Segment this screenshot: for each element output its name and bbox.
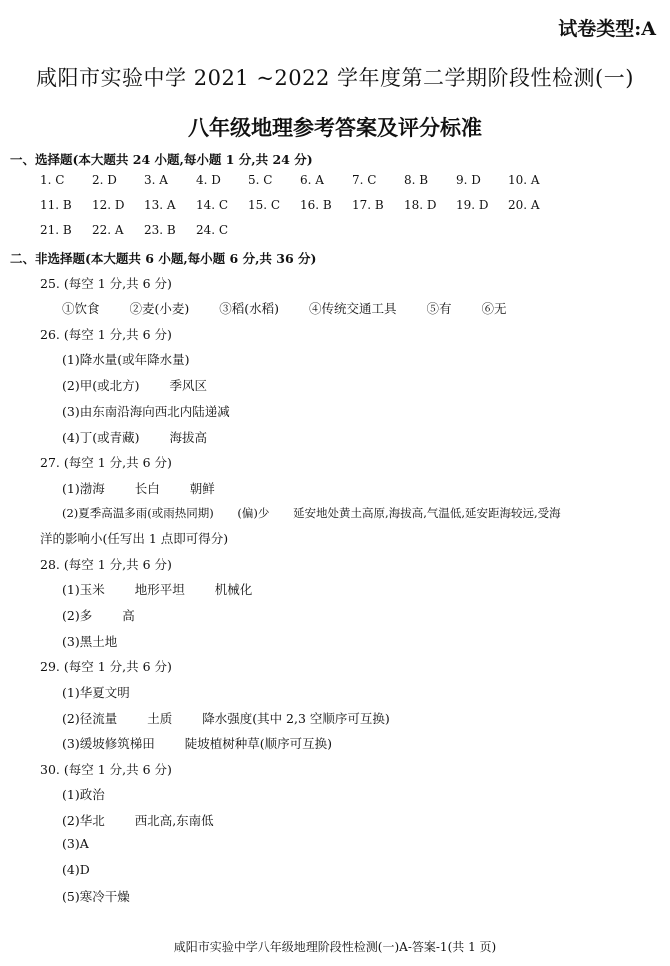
answer-text: (2)多	[62, 608, 93, 623]
q26-line-2	[62, 376, 207, 394]
q25-label: 25. (每空 1 分,共 6 分)	[40, 276, 172, 291]
q28-line-2	[62, 606, 135, 624]
answer-text: 长白	[134, 481, 160, 496]
answer-text: (2)径流量	[62, 711, 118, 726]
q25-answer-5: ⑤有	[426, 301, 452, 316]
choice-answer: 12. D	[92, 198, 125, 212]
answer-text: (1)政治	[62, 787, 105, 802]
answer-text: (5)寒冷干燥	[62, 889, 130, 904]
choice-answer: 9. D	[456, 173, 481, 187]
q28-label: 28. (每空 1 分,共 6 分)	[40, 557, 172, 572]
section2-heading: 二、非选择题(本大题共 6 小题,每小题 6 分,共 36 分)	[10, 251, 317, 266]
answer-text: (1)玉米	[62, 582, 105, 597]
choice-answer: 8. B	[404, 173, 429, 187]
answer-text: (2)夏季高温多雨(或雨热同期)	[62, 506, 214, 520]
q25-answers	[62, 299, 507, 317]
answer-text: 机械化	[214, 582, 253, 597]
answer-text: (1)降水量(或年降水量)	[62, 352, 190, 367]
exam-title: 咸阳市实验中学 2021 ~2022 学年度第二学期阶段性检测(一)	[36, 66, 634, 90]
choice-answer: 15. C	[248, 198, 281, 212]
answer-text: 地形平坦	[134, 582, 185, 597]
choice-answer: 2. D	[92, 173, 117, 187]
answer-text: (偏)少	[237, 506, 270, 520]
answer-text: (3)由东南沿海向西北内陆递减	[62, 404, 230, 419]
choice-answer: 18. D	[404, 198, 437, 212]
choice-answer: 24. C	[196, 223, 229, 237]
choice-answer: 13. A	[144, 198, 176, 212]
q28-line-3	[62, 632, 117, 650]
answer-text: 土质	[147, 711, 173, 726]
q26-line-4	[62, 428, 207, 446]
choice-answer: 21. B	[40, 223, 72, 237]
choice-answer: 4. D	[196, 173, 221, 187]
q29-line-3	[62, 734, 332, 752]
choice-row-2	[0, 198, 670, 216]
choice-answer: 1. C	[40, 173, 65, 187]
answer-text: (3)黑土地	[62, 634, 118, 649]
q30-line-4	[62, 862, 90, 877]
answer-text: 延安地处黄土高原,海拔高,气温低,延安距海较远,受海	[293, 506, 561, 520]
answer-text: (2)华北	[62, 813, 105, 828]
choice-answer: 5. C	[248, 173, 273, 187]
q25-answer-1: ①饮食	[62, 301, 100, 316]
answer-text: 西北高,东南低	[134, 813, 214, 828]
q30-line-3	[62, 836, 89, 851]
choice-answer: 20. A	[508, 198, 540, 212]
q29-label: 29. (每空 1 分,共 6 分)	[40, 659, 172, 674]
answer-key-subtitle: 八年级地理参考答案及评分标准	[188, 115, 482, 140]
choice-answer: 17. B	[352, 198, 384, 212]
q27-label: 27. (每空 1 分,共 6 分)	[40, 455, 172, 470]
choice-answer: 16. B	[300, 198, 332, 212]
choice-answer: 11. B	[40, 198, 72, 212]
answer-text: (4)D	[62, 862, 90, 877]
q30-line-2	[62, 811, 214, 829]
choice-answer: 6. A	[300, 173, 324, 187]
answer-text: 朝鲜	[189, 481, 215, 496]
choice-answer: 22. A	[92, 223, 124, 237]
answer-text: (3)缓坡修筑梯田	[62, 736, 155, 751]
q29-line-1	[62, 683, 130, 701]
page-footer: 咸阳市实验中学八年级地理阶段性检测(一)A-答案-1(共 1 页)	[173, 940, 497, 954]
choice-row-1	[0, 173, 670, 191]
paper-type-label: 试卷类型:A	[558, 18, 656, 40]
answer-text: 高	[122, 608, 135, 623]
answer-text: (1)华夏文明	[62, 685, 130, 700]
q26-line-1	[62, 350, 189, 368]
q28-line-1	[62, 580, 252, 598]
q27-line-1	[62, 479, 215, 497]
answer-text: (1)渤海	[62, 481, 105, 496]
answer-text: 季风区	[169, 378, 207, 393]
q29-line-2	[62, 709, 390, 727]
q25-answer-4: ④传统交通工具	[309, 301, 397, 316]
q30-label: 30. (每空 1 分,共 6 分)	[40, 762, 172, 777]
answer-text: (2)甲(或北方)	[62, 378, 140, 393]
q25-answer-3: ③稻(水稻)	[219, 301, 280, 316]
q27-line-2-continued: 洋的影响小(任写出 1 点即可得分)	[40, 531, 229, 546]
choice-answer: 14. C	[196, 198, 229, 212]
choice-answer: 7. C	[352, 173, 377, 187]
choice-answer: 19. D	[456, 198, 489, 212]
q30-line-5	[62, 887, 130, 905]
choice-answer: 10. A	[508, 173, 540, 187]
q26-label: 26. (每空 1 分,共 6 分)	[40, 327, 172, 342]
choice-answer: 3. A	[144, 173, 168, 187]
q25-answer-6: ⑥无	[481, 301, 507, 316]
answer-text: 海拔高	[169, 430, 207, 445]
q27-line-2	[62, 505, 561, 521]
answer-text: 降水强度(其中 2,3 空顺序可互换)	[202, 711, 390, 726]
choice-row-3	[0, 223, 670, 241]
section1-heading: 一、选择题(本大题共 24 小题,每小题 1 分,共 24 分)	[10, 152, 313, 167]
answer-text: 陡坡植树种草(顺序可互换)	[184, 736, 332, 751]
answer-text: (4)丁(或青藏)	[62, 430, 140, 445]
q30-line-1	[62, 785, 105, 803]
q26-line-3	[62, 402, 230, 420]
q25-answer-2: ②麦(小麦)	[129, 301, 190, 316]
choice-answer: 23. B	[144, 223, 176, 237]
answer-text: (3)A	[62, 836, 89, 851]
